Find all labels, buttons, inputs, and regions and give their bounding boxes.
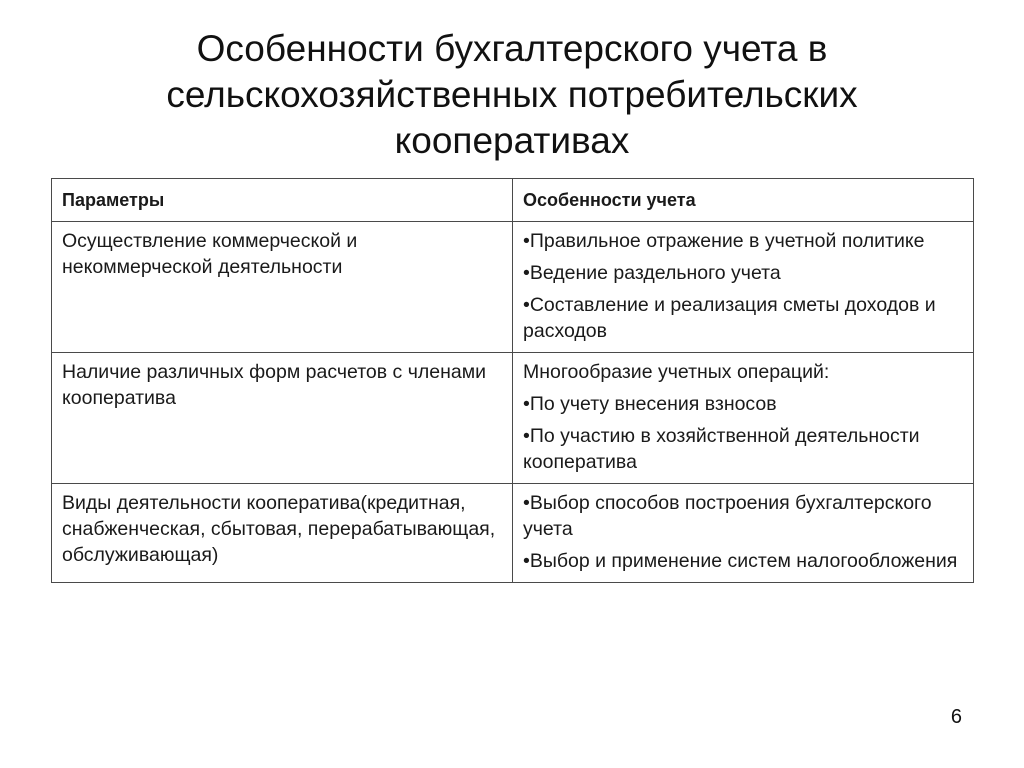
title-line: Особенности бухгалтерского учета в (196, 28, 828, 69)
parameter-cell (52, 484, 513, 583)
table-header-row (52, 179, 974, 222)
title-line: сельскохозяйственных потребительских (166, 74, 858, 115)
table-row (52, 353, 974, 484)
header-accounting-features: Особенности учета (513, 179, 974, 222)
feature-item: •Выбор и применение систем налогообложения (523, 550, 958, 572)
title-line: кооперативах (394, 120, 630, 161)
parameter-text: Осуществление коммерческой и некоммерческой деятельности (62, 230, 358, 278)
features-cell (513, 353, 974, 484)
features-cell (513, 484, 974, 583)
feature-item: •По учету внесения взносов (523, 393, 777, 415)
feature-item: •Ведение раздельного учета (523, 262, 781, 284)
features-cell (513, 222, 974, 353)
table-row (52, 484, 974, 583)
parameter-text: Наличие различных форм расчетов с членами кооператива (62, 361, 487, 409)
feature-item: •Правильное отражение в учетной политике (523, 230, 925, 252)
feature-item: •По участию в хозяйственной деятельности кооператива (523, 425, 920, 473)
page-number: 6 (950, 706, 962, 728)
slide-title (60, 26, 964, 164)
parameter-cell (52, 353, 513, 484)
feature-item: •Выбор способов построения бухгалтерского учета (523, 492, 932, 540)
feature-item: Многообразие учетных операций: (523, 361, 830, 383)
table-row (52, 222, 974, 353)
features-table-container (51, 178, 973, 583)
parameter-cell (52, 222, 513, 353)
features-table (51, 178, 974, 583)
header-parameters: Параметры (52, 179, 513, 222)
feature-item: •Составление и реализация сметы доходов и расходов (523, 294, 936, 342)
parameter-text: Виды деятельности кооператива(кредитная, снабженческая, сбытовая, перерабатывающая, обслуживающая) (62, 492, 496, 566)
